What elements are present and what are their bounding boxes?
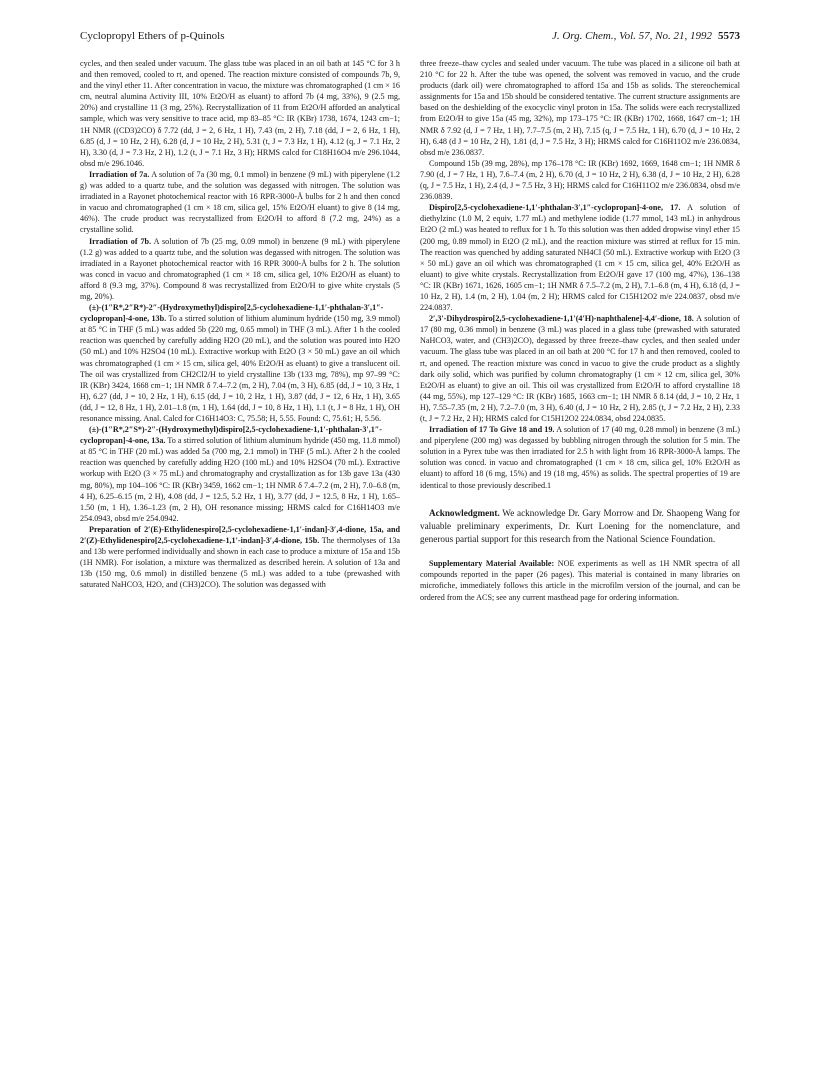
paragraph-text: Compound 15b (39 mg, 28%), mp 176–178 °C: IR (KBr) 1692, 1669, 1648 cm−1; 1H NMR δ 7.90 (d, J = 7 Hz, 1 H), 7.6–7.4 (m, 2 H), 6.70 (d, J = 10 Hz, 2 H), 6.38 (d, J = 10 Hz, 2 H), 6.28 (q, J = 7.5 Hz, 1 H), 2.4 (d, J = 7.5 Hz, 3 H); HRMS calcd for C16H11O2 m/e 236.0834, obsd m/e 236.0839. [420, 158, 740, 202]
paragraph-heading: 2′,3′-Dihydrospiro[2,5-cyclohexadiene-1,1′(4′H)-naphthalene]-4,4′-dione, 18. [429, 314, 694, 324]
acknowledgment-heading: Acknowledgment. [429, 507, 500, 518]
paragraph-text: A solution of 7a (30 mg, 0.1 mmol) in benzene (9 mL) with piperylene (1.2 g) was added to a quartz tube, and the solution was degassed with nitrogen. The solution was irradiated in a Rayonet photochemical reactor with 16 RPR-3000-Å bulbs for 2 h and then concd in vacuo and chromatographed (1 cm × 18 cm, silica gel, 15% Et2O/H eluant) to give 8 (14 mg, 46%). The crude product was recrystallized from Et2O/H to afford 8 (7.2 mg, 24%) as a crystalline solid. [80, 169, 400, 235]
paragraph [420, 424, 740, 491]
paragraph [80, 169, 400, 236]
paragraph-text: A solution of 17 (80 mg, 0.36 mmol) in benzene (3 mL) was placed in a glass tube (prewashed with saturated NaHCO3, water, and (CH3)2CO), degassed by three freeze–thaw cycles, and then sealed under vacuum. The glass tube was placed in an oil bath at 200 °C for 17 h and then removed, cooled to rt, and opened. The reaction mixture was concd in vacuo to give the crude product as a slightly dark oily solid, which was purified by column chromatography (1 cm × 12 cm, silica gel, 30% Et2O/H as eluant) to give an oil. This oil was crystallized from Et2O/H to afford crystalline 18 (44 mg, 55%), mp 127–129 °C: IR (KBr) 1685, 1663 cm−1; 1H NMR δ 8.14 (dd, J = 10, 2 Hz, 1 H), 7.55–7.35 (m, 2 H), 7.2–7.0 (m, 3 H), 6.40 (d, J = 10 Hz, 2 H), 2.85 (t, J = 7.2 Hz, 2 H), 2.33 (t, J = 7.2 Hz, 2 H); HRMS calcd for C15H12O2 224.0834, obsd 224.0835. [420, 314, 740, 423]
right-column [420, 58, 740, 1016]
paragraph [420, 58, 740, 158]
paragraph-text: cycles, and then sealed under vacuum. The glass tube was placed in an oil bath at 145 °C for 3 h and then removed, cooled to rt, and opened. The reaction mixture consisted of compounds 7b, 9, and the vinyl ether 11. After concentration in vacuo, the mixture was chromatographed (1 cm × 16 cm, neutral alumina Activity III, 10% Et2O/H as eluant) to afford 7b (4 mg, 33%), 9 (2.5 mg, 20%) and crystalline 11 (3 mg, 25%). Recrystallization of 11 from Et2O/H afforded an analytical sample, which was very sensitive to trace acid, mp 83–85 °C: IR (KBr) 1738, 1674, 1243 cm−1; 1H NMR ((CD3)2CO) δ 7.72 (dd, J = 2, 6 Hz, 1 H), 7.43 (m, 2 H), 7.18 (dd, J = 2, 6 Hz, 1 H), 6.85 (d, J = 10 Hz, 2 H), 6.28 (d, J = 10 Hz, 2 H), 5.31 (t, J = 7.3 Hz, 1 H), 4.12 (q, J = 7.1 Hz, 2 H), 3.30 (d, J = 7.3 Hz, 2 H), 1.2 (t, J = 7.1 Hz, 3 H); HRMS calcd for C18H16O4 m/e 296.1044, obsd m/e 296.1046. [80, 59, 400, 168]
paragraph [420, 202, 740, 313]
acknowledgment [420, 507, 740, 547]
paragraph [80, 302, 400, 424]
paragraph-text: A solution of 7b (25 mg, 0.09 mmol) in benzene (9 mL) with piperylene (1.2 g) was added to a quartz tube, and the solution was degassed with nitrogen. The solution was irradiated in a Rayonet photochemical reactor with 16 RPR 3000-Å bulbs for 2 h. The solution was concd in vacuo and chromatographed (1 cm × 18 cm, silica gel, 10% Et2O/H as eluant) to afford 8 (9.3 mg, 37%). Compound 8 was recrystallized from Et2O/H to give white crystals (5 mg, 20%). [80, 236, 400, 301]
paragraph [420, 158, 740, 202]
paragraph-text: The thermolyses of 13a and 13b were performed individually and shown in each case to produce a mixture of 15a and 15b (1H NMR). For isolation, a mixture was thermalized as described herein. A solution of 13a and 13b (150 mg, 0.6 mmol) in distilled benzene (5 mL) was added to a tube (prewashed with saturated NaHCO3, H2O, and (CH3)2CO). The solution was degassed with [80, 536, 400, 590]
paragraph [80, 424, 400, 524]
paragraph-text: To a stirred solution of lithium aluminum hydride (450 mg, 11.8 mmol) at 85 °C in THF (20 mL) was added 5a (700 mg, 2.1 mmol) in THF (5 mL). After 2 h the cooled reaction was quenched by carefully adding H2O (100 mL) and 10% H2SO4 (70 mL). Extractive workup with Et2O (3 × 75 mL) and chromatography and crystallization as for 13b gave 13a (430 mg, 80%), mp 104–106 °C: IR (KBr) 3459, 1662 cm−1; 1H NMR δ 7.4–7.2 (m, 2 H), 7.0–6.8 (m, 4 H), 6.25–6.15 (m, 2 H), 4.08 (dd, J = 12.5, 5.2 Hz, 1 H), 3.77 (dd, J = 12.5, 8 Hz, 1 H), 1.65–1.50 (m, 1 H), 1.36–1.23 (m, 2 H), OH resonance missing; HRMS calcd for C16H14O3 m/e 254.0943, obsd m/e 254.0942. [80, 436, 400, 523]
paragraph-heading: Preparation of 2′(E)-Ethylidenespiro[2,5-cyclohexadiene-1,1′-indan]-3′,4-dione, 15a, and 2′(Z)-Ethylidenespiro[2,5-cyclohexadiene-1,1′-indan]-3′,4-dione, 15b. [80, 524, 400, 546]
paragraph [80, 58, 400, 169]
paragraph-heading: (±)-(1″R*,2″R*)-2″-(Hydroxymethyl)dispiro[2,5-cyclohexadiene-1,1′-phthalan-3′,1″-cyclopropan]-4-one, 13b. [80, 303, 384, 324]
running-header [80, 30, 740, 44]
paragraph-heading: (±)-(1″R*,2″S*)-2″-(Hydroxymethyl)dispiro[2,5-cyclohexadiene-1,1′-phthalan-3′,1″-cyclopropan]-4-one, 13a. [80, 425, 382, 446]
paragraph-text: three freeze–thaw cycles and sealed under vacuum. The tube was placed in a silicone oil bath at 210 °C for 22 h. After the tube was opened, the solvent was removed in vacuo, and the crude products (dark oil) were chromatographed to afford 15a and 15b as solids. The stereochemical assignments for 15a and 15b should be considered tentative. The current structure assignments are based on the deshielding of the exocyclic vinyl proton in 15a. The solids were each recrystallized from Et2O/H to give 15a (45 mg, 32%), mp 173–175 °C: IR (KBr) 1702, 1668, 1647 cm−1; 1H NMR δ 7.92 (d, J = 7 Hz, 1 H), 7.7–7.5 (m, 2 H), 7.15 (q, J = 7.5 Hz, 1 H), 6.70 (d, J = 10 Hz, 2 H), 6.48 (d J = 10 Hz, 2 H), 1.81 (d, J = 7.5 Hz, 3 H); HRMS calcd for C16H11O2 m/e 236.0834, obsd m/e 236.0837. [420, 59, 740, 157]
page-number: 5573 [718, 30, 740, 42]
paragraph-text: To a stirred solution of lithium aluminum hydride (150 mg, 3.9 mmol) at 85 °C in THF (5 mL) was added 5b (220 mg, 0.65 mmol) in THF (3 mL). After 1 h the cooled reaction was quenched by carefully adding H2O (20 mL), and the solution was poured into H2O (50 mL) and 10% H2SO4 (10 mL). Extractive workup with Et2O (3 × 50 mL) gave an oil which was chromatographed (1 cm × 15 cm, silica gel, 40% Et2O/H as eluant) to give a translucent oil. The oil was crystallized from CH2Cl2/H to yield crystalline 13b (133 mg, 78%), mp 97–99 °C: IR (KBr) 3424, 1668 cm−1; 1H NMR δ 7.4–7.2 (m, 2 H), 7.04 (m, 3 H), 6.85 (dd, J = 10, 3 Hz, 1 H), 6.27 (dd, J = 10, 2 Hz, 1 H), 6.15 (dd, J = 10, 2 Hz, 1 H), 3.87 (dd, J = 12, 6 Hz, 1 H), 3.65 (dd, J = 12, 8 Hz, 1 H), 2.01–1.8 (m, 1 H), 1.64 (dd, J = 10, 8 Hz, 1 H), 1.1 (t, J = 8 Hz, 1 H), OH resonance missing. Anal. Calcd for C16H14O3: C, 75.58; H, 5.55. Found: C, 75.61; H, 5.56. [80, 314, 400, 423]
supplementary-material [420, 558, 740, 602]
supplementary-heading: Supplementary Material Available: [429, 559, 555, 569]
paragraph [80, 236, 400, 303]
paragraph-text: A solution of diethylzinc (1.0 M, 2 equiv, 1.77 mL) and methylene iodide (1.77 mmol, 143 mL) in anhydrous Et2O (2 mL) was heated to reflux for 1 h. To this solution was then added dropwise vinyl ether 15 (200 mg, 0.89 mmol) in Et2O (2 mL), and the reaction mixture was stirred at reflux for 15 min. The reaction was quenched by adding saturated NH4Cl (50 mL). Extractive workup with Et2O (3 × 50 mL) gave an oil which was chromatographed (1 cm × 15 cm, silica gel, 40% Et2O/H as eluant) to give white crystals. Recrystallization from Et2O/H gave 17 (100 mg, 47%), 136–138 °C: IR (KBr) 1671, 1626, 1605 cm−1; 1H NMR δ 7.5–7.2 (m, 2 H), 7.1–6.8 (m, 4 H), 6.18 (d, J = 10 Hz, 2 H), 1.4 (m, 2 H), 1.04 (m, 2 H); HRMS calcd for C15H12O2 m/e 224.0837, obsd m/e 224.0837. [420, 203, 740, 313]
paragraph-heading: Irradiation of 7a. [89, 169, 150, 179]
paragraph [80, 524, 400, 591]
journal-citation [552, 30, 740, 42]
journal-name: J. Org. Chem., Vol. 57, No. 21, 1992 [551, 30, 712, 42]
acknowledgment-text: We acknowledge Dr. Gary Morrow and Dr. Shaopeng Wang for valuable preliminary experiments, Dr. Kurt Loening for the nomenclature, and generous partial support for this research from the National Science Foundation. [420, 507, 740, 545]
paragraph [420, 313, 740, 424]
supplementary-text: NOE experiments as well as 1H NMR spectra of all compounds reported in the paper (26 pages). This material is contained in many libraries on microfiche, immediately follows this article in the microfilm version of the journal, and can be ordered from the ACS; see any current masthead page for ordering information. [420, 559, 740, 602]
paragraph-text: A solution of 17 (40 mg, 0.28 mmol) in benzene (3 mL) and piperylene (200 mg) was degassed by bubbling nitrogen through the solution for 5 min. The solution in a Pyrex tube was then irradiated for 2.5 h with light from 16 RPR-3000-Å lamps. The solution was concd. in vacuo and chromatographed (1 cm × 18 cm, silica gel, 10% Et2O/H as eluant) to afford 18 (6 mg, 15%) and 19 (18 mg, 45%) as solids. The spectral properties of 19 are identical to those previously described.1 [420, 425, 740, 490]
left-column [80, 58, 400, 1016]
paragraph-heading: Irradiation of 17 To Give 18 and 19. [429, 425, 555, 435]
paragraph-heading: Irradiation of 7b. [89, 236, 152, 246]
paragraph-heading: Dispiro[2,5-cyclohexadiene-1,1′-phthalan-3′,1″-cyclopropan]-4-one, 17. [429, 203, 681, 213]
running-title: Cyclopropyl Ethers of p-Quinols [80, 30, 225, 42]
